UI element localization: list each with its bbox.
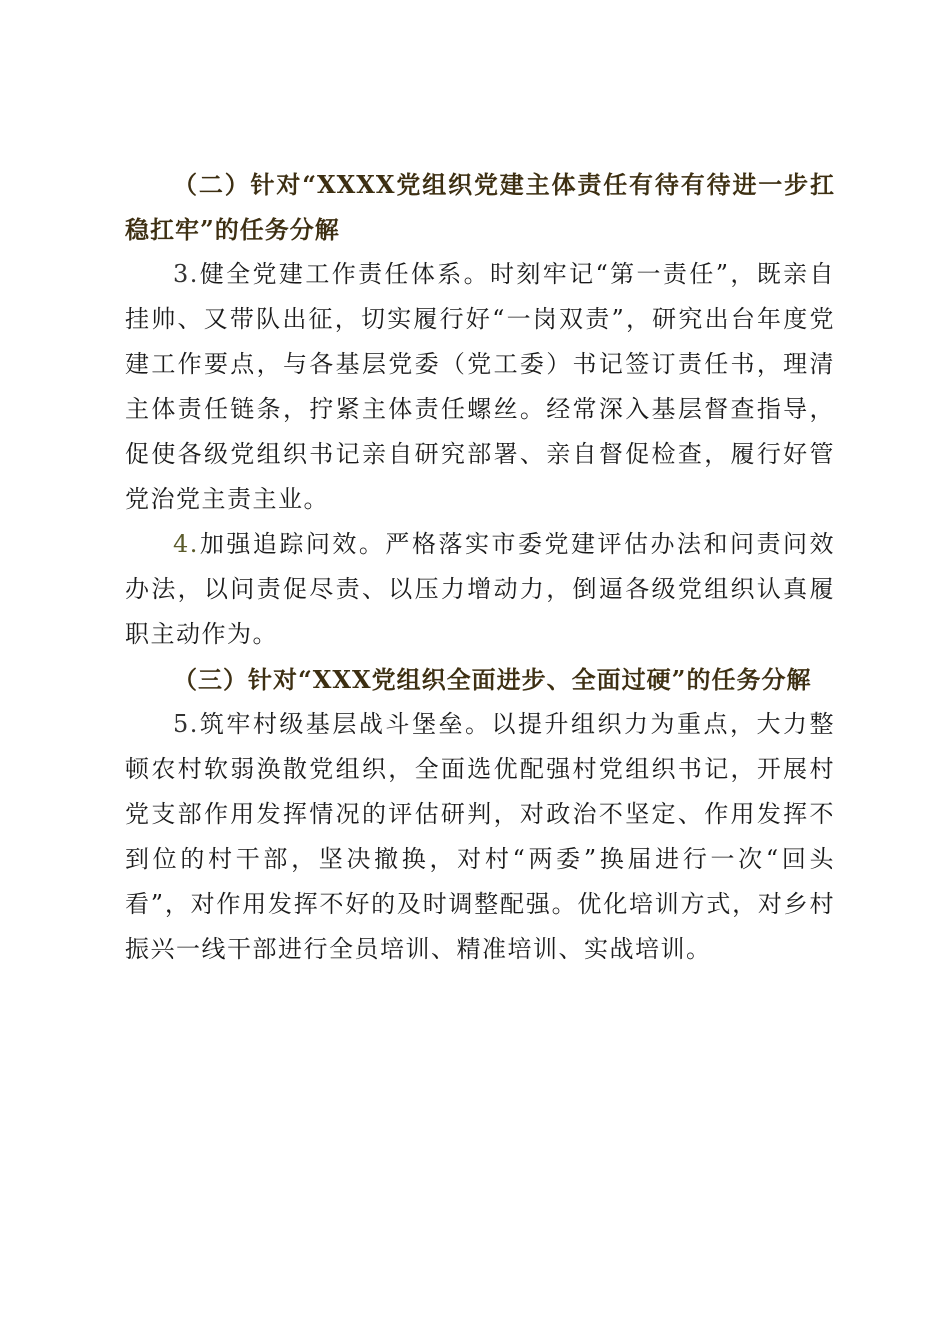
item-number: 4. (173, 530, 199, 558)
paragraph-item-4 (125, 522, 835, 657)
section-heading-3: （三）针对“XXX党组织全面进步、全面过硬”的任务分解 (173, 665, 812, 694)
item-text: 健全党建工作责任体系。时刻牢记“第一责任”，既亲自挂帅、又带队出征，切实履行好“一岗双责”，研究出台年度党建工作要点，与各基层党委（党工委）书记签订责任书，理清主体责任链条，拧紧主体责任螺丝。经常深入基层督查指导，促使各级党组织书记亲自研究部署、亲自督促检查，履行好管党治党主责主业。 (125, 260, 835, 513)
paragraph-item-3 (125, 252, 835, 522)
item-number: 5. (173, 710, 199, 738)
paragraph-item-5 (125, 702, 835, 972)
item-number: 3. (173, 260, 199, 288)
item-text: 加强追踪问效。严格落实市委党建评估办法和问责问效办法，以问责促尽责、以压力增动力，倒逼各级党组织认真履职主动作为。 (125, 530, 835, 648)
section-heading-2: （二）针对“XXXX党组织党建主体责任有待有待进一步扛稳扛牢”的任务分解 (125, 170, 835, 244)
item-text: 筑牢村级基层战斗堡垒。以提升组织力为重点，大力整顿农村软弱涣散党组织，全面选优配强村党组织书记，开展村党支部作用发挥情况的评估研判，对政治不坚定、作用发挥不到位的村干部，坚决撤换，对村“两委”换届进行一次“回头看”，对作用发挥不好的及时调整配强。优化培训方式，对乡村振兴一线干部进行全员培训、精准培训、实战培训。 (125, 710, 835, 963)
document-body (125, 162, 835, 972)
